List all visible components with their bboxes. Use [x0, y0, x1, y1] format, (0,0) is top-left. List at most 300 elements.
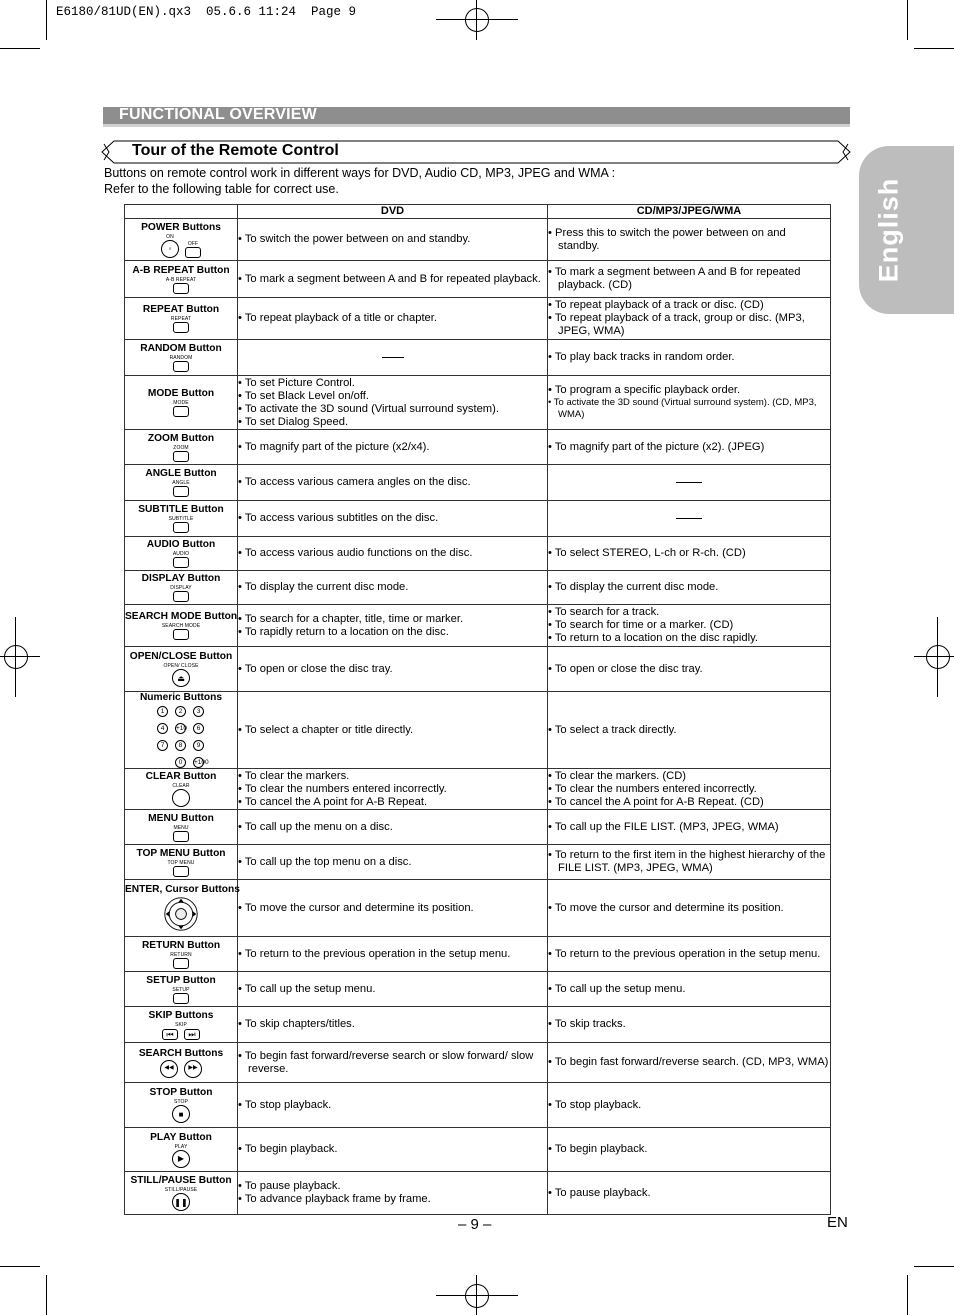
dvd-description-item — [238, 416, 547, 429]
button-cell — [125, 465, 238, 501]
bullet-icon: • — [238, 1193, 245, 1205]
table-row — [125, 1043, 831, 1083]
dvd-description-item — [238, 663, 547, 676]
dvd-description-item — [238, 983, 547, 996]
dvd-description-item — [238, 783, 547, 796]
button-cell — [125, 937, 238, 972]
dvd-description-text: To call up the menu on a disc. — [244, 820, 393, 833]
button-name: SEARCH Buttons — [138, 1047, 224, 1059]
bullet-icon: • — [238, 312, 245, 324]
button-icon-group — [165, 1187, 197, 1211]
cd-description-cell — [548, 810, 831, 845]
dvd-description-cell — [238, 261, 548, 298]
icon-caption: A-B REPEAT — [165, 276, 197, 283]
table-row — [125, 1128, 831, 1172]
button-icon-group — [162, 623, 200, 640]
cd-description-text: To search for a track. — [554, 606, 660, 618]
button-icon-group — [172, 1099, 190, 1123]
button-cell — [125, 769, 238, 810]
language-tab-label: English — [873, 177, 904, 283]
dvd-description-item — [238, 724, 547, 737]
dvd-description-item — [238, 403, 547, 416]
button-icon-group — [173, 445, 189, 462]
language-tab — [859, 146, 954, 314]
button-cell — [125, 298, 238, 340]
dvd-description-text: To skip chapters/titles. — [244, 1018, 355, 1030]
button-name: RANDOM Button — [140, 343, 222, 354]
button-icons — [125, 623, 237, 640]
dvd-description-cell — [238, 571, 548, 605]
button-icon-group — [172, 987, 189, 1004]
button-cell — [125, 647, 238, 692]
button-cell — [125, 1128, 238, 1172]
dvd-description-text: To begin playback. — [244, 1143, 338, 1155]
button-icon-group — [173, 400, 189, 417]
icon-caption: SETUP — [172, 986, 190, 993]
button-name: RETURN Button — [141, 939, 221, 951]
cd-description-text: To open or close the disc tray. — [554, 662, 703, 675]
button-name: MODE Button — [147, 388, 215, 399]
button-name: REPEAT Button — [142, 304, 220, 315]
cd-description-text: To stop playback. — [554, 1098, 642, 1111]
dvd-description-text: To open or close the disc tray. — [244, 662, 393, 675]
table-row — [125, 430, 831, 465]
remote-button-icon — [173, 451, 189, 462]
header-dvd: DVD — [238, 205, 548, 219]
table-row — [125, 1007, 831, 1043]
cd-description-text: To display the current disc mode. — [554, 581, 719, 593]
cd-description-item — [548, 770, 830, 783]
table-row — [125, 298, 831, 340]
icon-caption: AUDIO — [172, 551, 190, 557]
icon-caption: SEARCH MODE — [161, 623, 201, 629]
table-row — [125, 1172, 831, 1215]
bullet-icon: • — [548, 312, 555, 324]
icon-caption: SKIP — [175, 1021, 187, 1028]
bullet-icon: • — [238, 982, 245, 995]
button-icon-group — [166, 277, 196, 294]
table-row — [125, 376, 831, 430]
dvd-description-cell — [238, 1128, 548, 1172]
cd-description-text: To select STEREO, L-ch or R-ch. (CD) — [554, 547, 746, 559]
dvd-description-item — [238, 273, 547, 286]
dvd-description-item — [238, 1050, 547, 1076]
dvd-description-item — [238, 441, 547, 454]
cd-description-item — [548, 606, 830, 619]
button-icons — [125, 952, 237, 969]
dvd-description-item — [238, 390, 547, 403]
table-row — [125, 1083, 831, 1128]
button-name: CLEAR Button — [145, 771, 217, 782]
button-icon-group — [167, 860, 194, 877]
cd-description-item — [548, 783, 830, 796]
cd-description-text: To move the cursor and determine its position. — [554, 901, 784, 914]
remote-button-icon: ▶ — [172, 1150, 190, 1168]
button-icons — [125, 860, 237, 877]
dvd-description-item — [238, 613, 547, 626]
intro-line-2: Refer to the following table for correct use. — [104, 182, 339, 196]
dvd-description-text: To rapidly return to a location on the disc. — [244, 625, 449, 638]
cd-description-item — [548, 266, 830, 292]
cd-description-item — [548, 397, 830, 421]
cd-description-item — [548, 581, 830, 594]
dvd-description-item — [238, 948, 547, 961]
button-icons — [125, 585, 237, 602]
dvd-description-cell — [238, 537, 548, 571]
cd-description-item — [548, 1187, 830, 1200]
button-icons — [125, 355, 237, 372]
page-language: EN — [827, 1214, 848, 1231]
cd-description-text: To return to the first item in the highest hierarchy of the FILE LIST. (MP3, JPEG, WMA) — [554, 849, 826, 874]
cd-description-text: To play back tracks in random order. — [554, 351, 735, 363]
button-cell — [125, 537, 238, 571]
power-on-icon: ◦ — [161, 240, 179, 258]
remote-button-icon — [173, 591, 189, 602]
bullet-icon: • — [238, 612, 245, 625]
icon-caption: TOP MENU — [167, 859, 195, 866]
cd-description-item — [548, 632, 830, 645]
numeric-key-icon: 9 — [193, 740, 204, 751]
cd-description-item — [548, 384, 830, 397]
icon-caption: OPEN/ CLOSE — [163, 663, 199, 669]
button-name: STOP Button — [149, 1087, 213, 1098]
dvd-description-item — [238, 547, 547, 560]
dvd-description-text: To stop playback. — [244, 1098, 332, 1111]
dvd-description-cell — [238, 376, 548, 430]
dvd-description-text: To return to the previous operation in the setup menu. — [244, 947, 511, 960]
bullet-icon: • — [548, 351, 555, 363]
dvd-description-text: To call up the top menu on a disc. — [244, 855, 412, 868]
header-cd: CD/MP3/JPEG/WMA — [548, 205, 831, 219]
header-button — [125, 205, 238, 219]
dvd-description-text: To cancel the A point for A-B Repeat. — [244, 795, 428, 808]
bullet-icon: • — [548, 266, 555, 278]
bullet-icon: • — [548, 782, 555, 795]
cd-description-cell — [548, 1043, 831, 1083]
button-name: POWER Buttons — [141, 221, 221, 233]
button-name: Numeric Buttons — [139, 692, 223, 703]
remote-button-icon: ⏏ — [172, 669, 190, 687]
dvd-description-text: To magnify part of the picture (x2/x4). — [244, 440, 430, 453]
dvd-description-cell — [238, 647, 548, 692]
cd-description-item — [548, 227, 830, 253]
button-name: AUDIO Button — [146, 539, 216, 550]
cd-description-item — [548, 441, 830, 454]
bullet-icon: • — [238, 272, 245, 285]
cd-description-text: To clear the markers. (CD) — [554, 769, 686, 782]
numeric-key-icon: +100 — [194, 759, 209, 766]
button-icons — [125, 1060, 237, 1078]
dvd-description-item — [238, 902, 547, 915]
dvd-description-text: To activate the 3D sound (Virtual surround system). — [244, 402, 499, 415]
icon-caption: MENU — [173, 824, 189, 831]
dvd-description-text: To clear the numbers entered incorrectly. — [244, 782, 447, 795]
dvd-description-cell — [238, 219, 548, 261]
button-icon-group — [170, 355, 193, 372]
bullet-icon: • — [238, 415, 245, 428]
cd-description-item — [548, 663, 830, 676]
bullet-icon: • — [238, 820, 245, 833]
fast-forward-icon: ▶▶ — [184, 1060, 202, 1078]
dvd-description-item — [238, 1193, 547, 1206]
icon-caption: MODE — [173, 400, 189, 406]
bullet-icon: • — [548, 619, 555, 631]
bullet-icon: • — [238, 1018, 245, 1030]
button-icons — [125, 316, 237, 333]
cd-description-cell — [548, 298, 831, 340]
button-icon-group — [172, 480, 189, 497]
cd-description-text: To call up the FILE LIST. (MP3, JPEG, WMA) — [554, 820, 779, 833]
remote-button-icon — [173, 486, 189, 497]
dvd-description-text: To advance playback frame by frame. — [244, 1193, 431, 1205]
button-name: PLAY Button — [150, 1131, 212, 1143]
table-row — [125, 972, 831, 1007]
cd-description-item — [548, 724, 830, 737]
cd-description-cell — [548, 465, 831, 501]
numeric-key-icon: 0 — [175, 757, 186, 768]
bullet-icon: • — [238, 581, 245, 593]
dvd-description-text: To clear the markers. — [244, 769, 350, 782]
cd-description-cell — [548, 261, 831, 298]
section-header — [103, 107, 850, 127]
subsection-title: Tour of the Remote Control — [132, 142, 339, 159]
icon-caption: STILL/PAUSE — [164, 1187, 198, 1193]
table-body — [125, 219, 831, 1215]
skip-buttons-icons — [162, 1029, 200, 1040]
dvd-description-cell — [238, 972, 548, 1007]
table-row — [125, 465, 831, 501]
button-name: ANGLE Button — [145, 468, 217, 479]
remote-button-icon — [173, 993, 189, 1004]
dvd-description-cell — [238, 605, 548, 647]
table-row — [125, 261, 831, 298]
cd-description-cell — [548, 571, 831, 605]
section-title: FUNCTIONAL OVERVIEW — [119, 106, 317, 123]
button-cell — [125, 376, 238, 430]
cursor-pad-icon — [163, 896, 199, 932]
button-icons — [125, 1099, 237, 1123]
page-number: – 9 – — [458, 1216, 492, 1233]
cd-description-text: To skip tracks. — [554, 1018, 626, 1030]
dvd-description-item — [238, 512, 547, 525]
button-icon-group — [172, 1144, 190, 1168]
remote-button-icon — [172, 789, 190, 807]
button-icons — [125, 445, 237, 462]
button-name: OPEN/CLOSE Button — [129, 651, 233, 662]
bullet-icon: • — [238, 547, 245, 559]
bullet-icon: • — [238, 1049, 245, 1062]
skip-forward-icon: ⏭ — [184, 1029, 200, 1040]
cd-description-item — [548, 351, 830, 364]
button-icons — [125, 277, 237, 294]
cd-description-text: To begin playback. — [554, 1143, 648, 1155]
icon-caption: ANGLE — [172, 480, 190, 486]
button-name: MENU Button — [148, 812, 214, 824]
bullet-icon: • — [238, 795, 245, 808]
button-name: ZOOM Button — [147, 432, 215, 444]
button-icons — [125, 663, 237, 687]
icon-caption: CLEAR — [172, 783, 190, 789]
bullet-icon: • — [548, 384, 555, 396]
cd-description-text: Press this to switch the power between on and standby. — [555, 226, 786, 252]
button-name: ENTER, Cursor Buttons — [125, 884, 240, 895]
bullet-icon: • — [238, 723, 245, 736]
button-cell — [125, 430, 238, 465]
cd-description-cell — [548, 605, 831, 647]
icon-caption: ZOOM — [173, 444, 189, 451]
bullet-icon: • — [548, 1143, 555, 1155]
bullet-icon: • — [238, 233, 245, 245]
dvd-description-item — [238, 626, 547, 639]
dvd-description-text: To display the current disc mode. — [244, 581, 409, 593]
bullet-icon: • — [548, 849, 555, 861]
bullet-icon: • — [548, 581, 555, 593]
button-cell — [125, 810, 238, 845]
table-row — [125, 571, 831, 605]
bullet-icon: • — [238, 947, 245, 960]
dvd-description-cell — [238, 769, 548, 810]
numeric-key-icon: 2 — [175, 706, 186, 717]
button-name: SUBTITLE Button — [138, 504, 224, 515]
button-icon-group — [169, 516, 194, 533]
dvd-description-text: To mark a segment between A and B for repeated playback. — [244, 272, 541, 285]
cd-description-item — [548, 1099, 830, 1112]
dvd-description-item — [238, 821, 547, 834]
dvd-description-text: To set Dialog Speed. — [244, 415, 349, 428]
button-icon-group — [170, 952, 191, 969]
bullet-icon: • — [238, 662, 245, 675]
icon-caption: OFF — [187, 240, 199, 247]
dvd-description-text: To set Black Level on/off. — [244, 389, 369, 402]
button-icons — [125, 1187, 237, 1211]
numeric-key-icon: 7 — [157, 740, 168, 751]
skip-back-icon: ⏮ — [162, 1029, 178, 1040]
table-row — [125, 937, 831, 972]
power-off-icon — [185, 247, 201, 258]
remote-button-icon — [173, 629, 189, 640]
cd-description-cell — [548, 501, 831, 537]
numeric-key-icon: 3 — [193, 706, 204, 717]
button-icon-group — [173, 551, 189, 568]
button-icon-group — [173, 825, 189, 842]
power-icon-group — [161, 234, 179, 258]
icon-caption: RETURN — [170, 951, 192, 958]
dvd-description-item — [238, 1180, 547, 1193]
dvd-description-cell — [238, 1172, 548, 1215]
cd-description-item — [548, 312, 830, 338]
button-icons — [125, 234, 237, 258]
bullet-icon: • — [548, 226, 556, 239]
dvd-description-item — [238, 1018, 547, 1031]
bullet-icon: • — [238, 1098, 245, 1111]
bullet-icon: • — [238, 625, 245, 638]
table-row — [125, 845, 831, 880]
numeric-key-icon: 6 — [193, 723, 204, 734]
button-cell — [125, 1043, 238, 1083]
intro-line-1: Buttons on remote control work in different ways for DVD, Audio CD, MP3, JPEG and WMA : — [104, 166, 616, 180]
button-icon-group — [164, 663, 199, 687]
remote-button-icon: ■ — [172, 1105, 190, 1123]
bullet-icon: • — [548, 397, 554, 408]
remote-button-icon — [173, 322, 189, 333]
numeric-key-icon: 8 — [175, 740, 186, 751]
cd-description-text: To repeat playback of a track, group or disc. (MP3, JPEG, WMA) — [554, 312, 805, 337]
button-icons — [125, 987, 237, 1004]
dvd-description-text: To pause playback. — [244, 1180, 341, 1192]
numeric-key-icon: +10 — [176, 725, 188, 732]
cd-description-cell — [548, 537, 831, 571]
cd-description-text: To select a track directly. — [554, 723, 677, 736]
button-cell — [125, 845, 238, 880]
button-icon-group — [170, 585, 191, 602]
cd-description-item — [548, 948, 830, 961]
bullet-icon: • — [238, 901, 245, 914]
button-name: TOP MENU Button — [136, 847, 226, 859]
cd-description-item — [548, 821, 830, 834]
button-cell — [125, 605, 238, 647]
cd-description-text: To return to a location on the disc rapidly. — [554, 632, 758, 644]
cd-description-item — [548, 1143, 830, 1156]
dvd-description-cell — [238, 1083, 548, 1128]
cd-description-text: To clear the numbers entered incorrectly. — [554, 782, 757, 795]
button-icons — [125, 1144, 237, 1168]
subsection-banner — [100, 140, 852, 164]
cd-description-cell — [548, 376, 831, 430]
dvd-description-text: To begin fast forward/reverse search or slow forward/ slow reverse. — [244, 1049, 534, 1075]
bullet-icon: • — [238, 402, 245, 415]
bullet-icon: • — [548, 769, 555, 782]
dvd-description-cell — [238, 298, 548, 340]
numeric-keypad-icon — [157, 706, 209, 768]
bullet-icon: • — [238, 376, 245, 389]
cd-description-text: To begin fast forward/reverse search. (CD, MP3, WMA) — [554, 1056, 829, 1068]
bullet-icon: • — [548, 547, 555, 559]
bullet-icon: • — [238, 1143, 245, 1155]
cd-description-item — [548, 1056, 830, 1069]
cd-description-cell — [548, 880, 831, 937]
bullet-icon: • — [238, 389, 245, 402]
button-icons — [125, 516, 237, 533]
cd-description-cell — [548, 1172, 831, 1215]
cd-description-text: To call up the setup menu. — [554, 982, 686, 995]
dvd-description-item — [238, 233, 547, 246]
cd-description-cell — [548, 1083, 831, 1128]
dvd-description-item — [238, 377, 547, 390]
cd-description-cell — [548, 647, 831, 692]
cd-description-text: To cancel the A point for A-B Repeat. (CD) — [554, 795, 764, 808]
button-name: A-B REPEAT Button — [132, 264, 230, 276]
cd-description-cell — [548, 1007, 831, 1043]
dvd-description-cell — [238, 430, 548, 465]
cd-description-text: To activate the 3D sound (Virtual surround system). (CD, MP3, WMA) — [553, 397, 817, 420]
bullet-icon: • — [548, 820, 555, 833]
table-row — [125, 605, 831, 647]
not-applicable-dash — [676, 518, 702, 519]
cd-description-cell — [548, 937, 831, 972]
power-icon-group — [185, 241, 201, 258]
table-row — [125, 219, 831, 261]
print-header: E6180/81UD(EN).qx3 05.6.6 11:24 Page 9 — [56, 5, 357, 19]
table-row — [125, 340, 831, 376]
button-icons — [125, 551, 237, 568]
dvd-description-item — [238, 1143, 547, 1156]
cd-description-cell — [548, 1128, 831, 1172]
dvd-description-cell — [238, 845, 548, 880]
button-cell — [125, 571, 238, 605]
button-icons — [125, 400, 237, 417]
dvd-description-text: To switch the power between on and standby. — [244, 233, 471, 245]
dvd-description-text: To access various audio functions on the disc. — [244, 547, 473, 559]
